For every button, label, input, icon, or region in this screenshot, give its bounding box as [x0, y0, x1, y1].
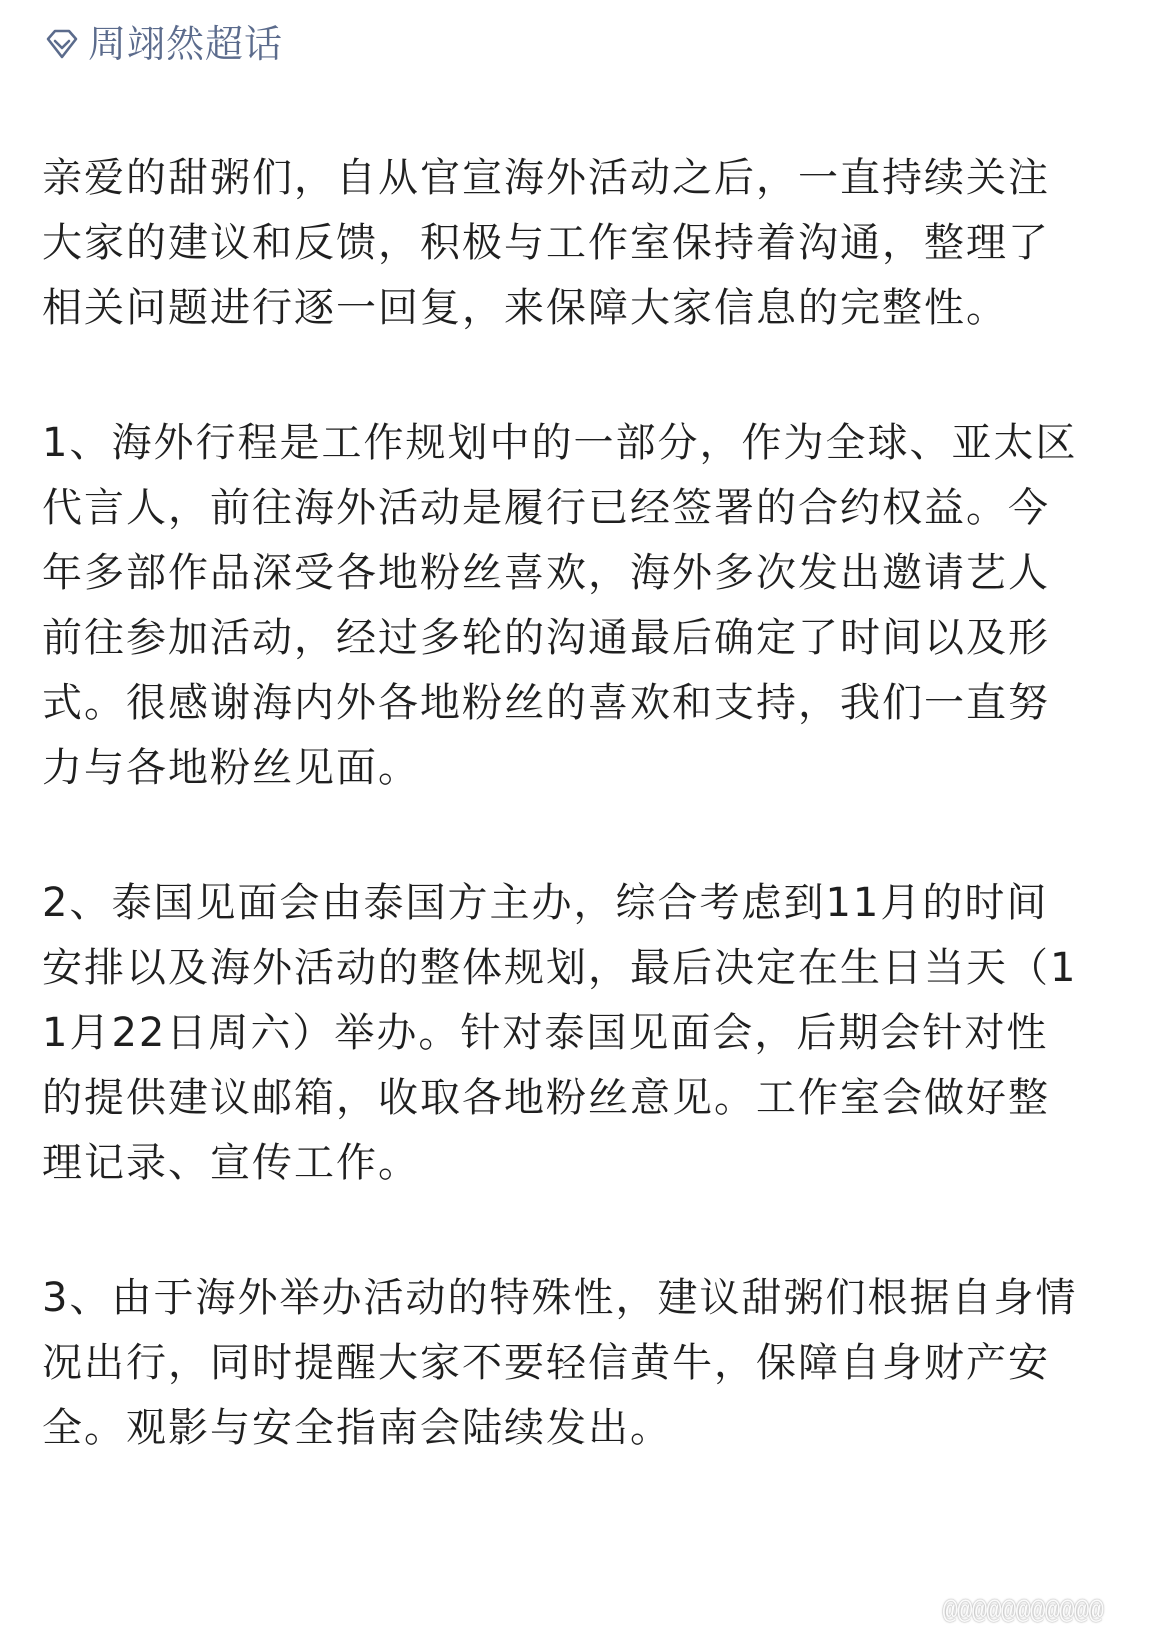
watermark: [942, 1598, 1103, 1624]
post-paragraph-intro: 亲爱的甜粥们，自从官宣海外活动之后，一直持续关注大家的建议和反馈，积极与工作室保持着沟通，整理了相关问题进行逐一回复，来保障大家信息的完整性。: [42, 155, 1050, 331]
post-paragraph-3: 3、由于海外举办活动的特殊性，建议甜粥们根据自身情况出行，同时提醒大家不要轻信黄牛，保障自身财产安全。观影与安全指南会陆续发出。: [42, 1275, 1078, 1451]
supertopic-link[interactable]: [44, 18, 283, 70]
post-body: [42, 146, 1082, 1461]
supertopic-diamond-icon: [44, 26, 80, 62]
post-paragraph-2: 2、泰国见面会由泰国方主办，综合考虑到11月的时间安排以及海外活动的整体规划，最后决定在生日当天（11月22日周六）举办。针对泰国见面会，后期会针对性的提供建议邮箱，收取各地粉丝意见。工作室会做好整理记录、宣传工作。: [42, 880, 1078, 1186]
watermark-text: @@@@@@@@@@@: [942, 1596, 1103, 1626]
post-paragraph-1: 1、海外行程是工作规划中的一部分，作为全球、亚太区代言人，前往海外活动是履行已经签署的合约权益。今年多部作品深受各地粉丝喜欢，海外多次发出邀请艺人前往参加活动，经过多轮的沟通最后确定了时间以及形式。很感谢海内外各地粉丝的喜欢和支持，我们一直努力与各地粉丝见面。: [42, 420, 1078, 791]
supertopic-label: 周翊然超话: [88, 22, 284, 66]
